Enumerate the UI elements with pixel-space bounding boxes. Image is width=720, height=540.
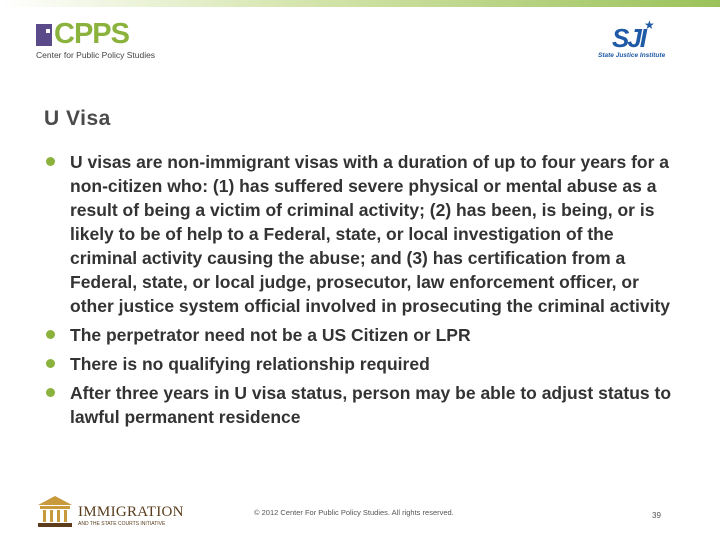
bullet-dot-icon (46, 388, 55, 397)
immigration-logo (34, 492, 184, 532)
immigration-logo-subtitle: AND THE STATE COURTS INITIATIVE (78, 521, 166, 527)
sji-logo-tagline: State Justice Institute (598, 52, 666, 59)
bullet-item (44, 150, 684, 318)
page-number: 39 (652, 511, 661, 520)
bullet-dot-icon (46, 157, 55, 166)
cpps-logo (36, 18, 176, 62)
bullet-text: U visas are non-immigrant visas with a duration of up to four years for a non-citizen who: (1) has suffered severe physical or mental abuse as a result of being a victim of criminal activity; (2) has been, is being, or is likely to be of help to a Federal, state, or local investigation of the criminal activity causing the abuse; and (3) has certification from a Federal, state, or local judge, prosecutor, law enforcement officer, or other justice system official involved in prosecuting the criminal activity (70, 152, 671, 316)
cpps-logo-tagline: Center for Public Policy Studies (36, 50, 156, 60)
bullet-item (44, 381, 684, 429)
top-accent-band (0, 0, 720, 7)
slide-title: U Visa (44, 107, 111, 130)
sji-star-icon: ★ (644, 18, 655, 32)
bullet-list (44, 150, 684, 434)
bullet-item (44, 352, 684, 376)
bullet-item (44, 323, 684, 347)
sji-logo (594, 18, 686, 66)
bullet-dot-icon (46, 330, 55, 339)
bullet-text: There is no qualifying relationship required (70, 354, 430, 374)
courthouse-icon (36, 494, 74, 528)
bullet-text: The perpetrator need not be a US Citizen or LPR (70, 325, 471, 345)
sji-logo-letters: SJI (612, 23, 646, 53)
cpps-logo-mark-icon (36, 24, 52, 46)
bullet-text: After three years in U visa status, person may be able to adjust status to lawful permanent residence (70, 383, 672, 427)
bullet-dot-icon (46, 359, 55, 368)
cpps-logo-letters: CPPS (54, 18, 129, 50)
immigration-logo-title: IMMIGRATION (78, 504, 184, 520)
copyright-text: © 2012 Center For Public Policy Studies. All rights reserved. (254, 508, 454, 517)
